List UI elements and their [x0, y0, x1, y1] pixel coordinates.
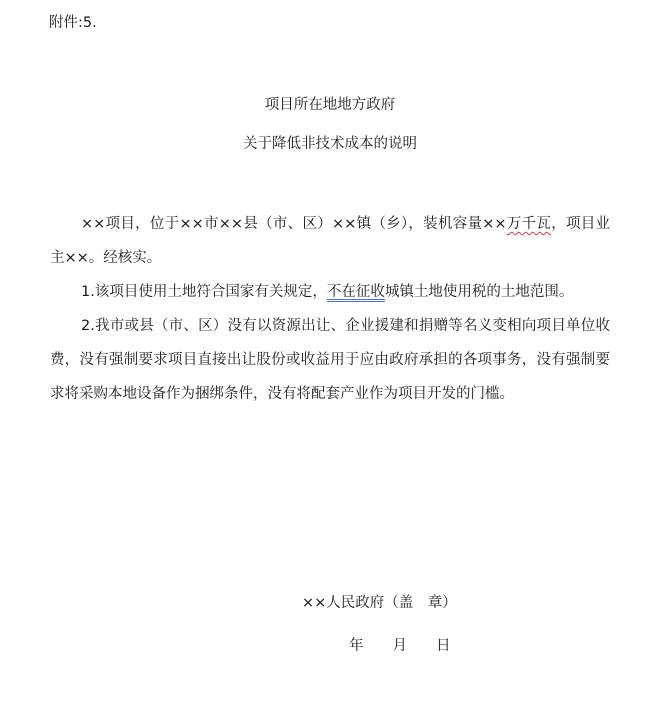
document-title-line1: 项目所在地地方政府: [264, 97, 396, 113]
paragraph-land-use-underlined: 不在征收: [326, 284, 385, 300]
paragraph-intro-capacity-unit: 万千瓦: [506, 216, 552, 232]
paragraph-intro-text-1: ××项目，位于××市××县（市、区）××镇（乡），装机容量××: [81, 216, 507, 232]
paragraph-intro-text-2: ，项目业主××。经核实。: [50, 216, 611, 266]
paragraph-fees: 2.我市或县（市、区）没有以资源出让、企业援建和捐赠等名义变相向项目单位收费，没有强制要求项目直接出让股份或收益用于应由政府承担的各项事务，没有强制要求将采购本地设备作为捆绑条件，没有将配套产业作为项目开发的门槛。: [50, 318, 610, 402]
paragraph-land-use: [50, 275, 610, 309]
document-body: [50, 207, 610, 411]
attachment-label: 附件:5.: [49, 15, 97, 31]
date-line: 年 月 日: [349, 638, 451, 654]
signature-line: ××人民政府（盖 章）: [302, 595, 457, 611]
paragraph-intro: [50, 207, 610, 275]
paragraph-land-use-text-2: 城镇土地使用税的土地范围。: [384, 284, 574, 300]
paragraph-land-use-text-1: 1.该项目使用土地符合国家有关规定，: [81, 284, 327, 300]
document-title-line2: 关于降低非技术成本的说明: [243, 136, 417, 152]
